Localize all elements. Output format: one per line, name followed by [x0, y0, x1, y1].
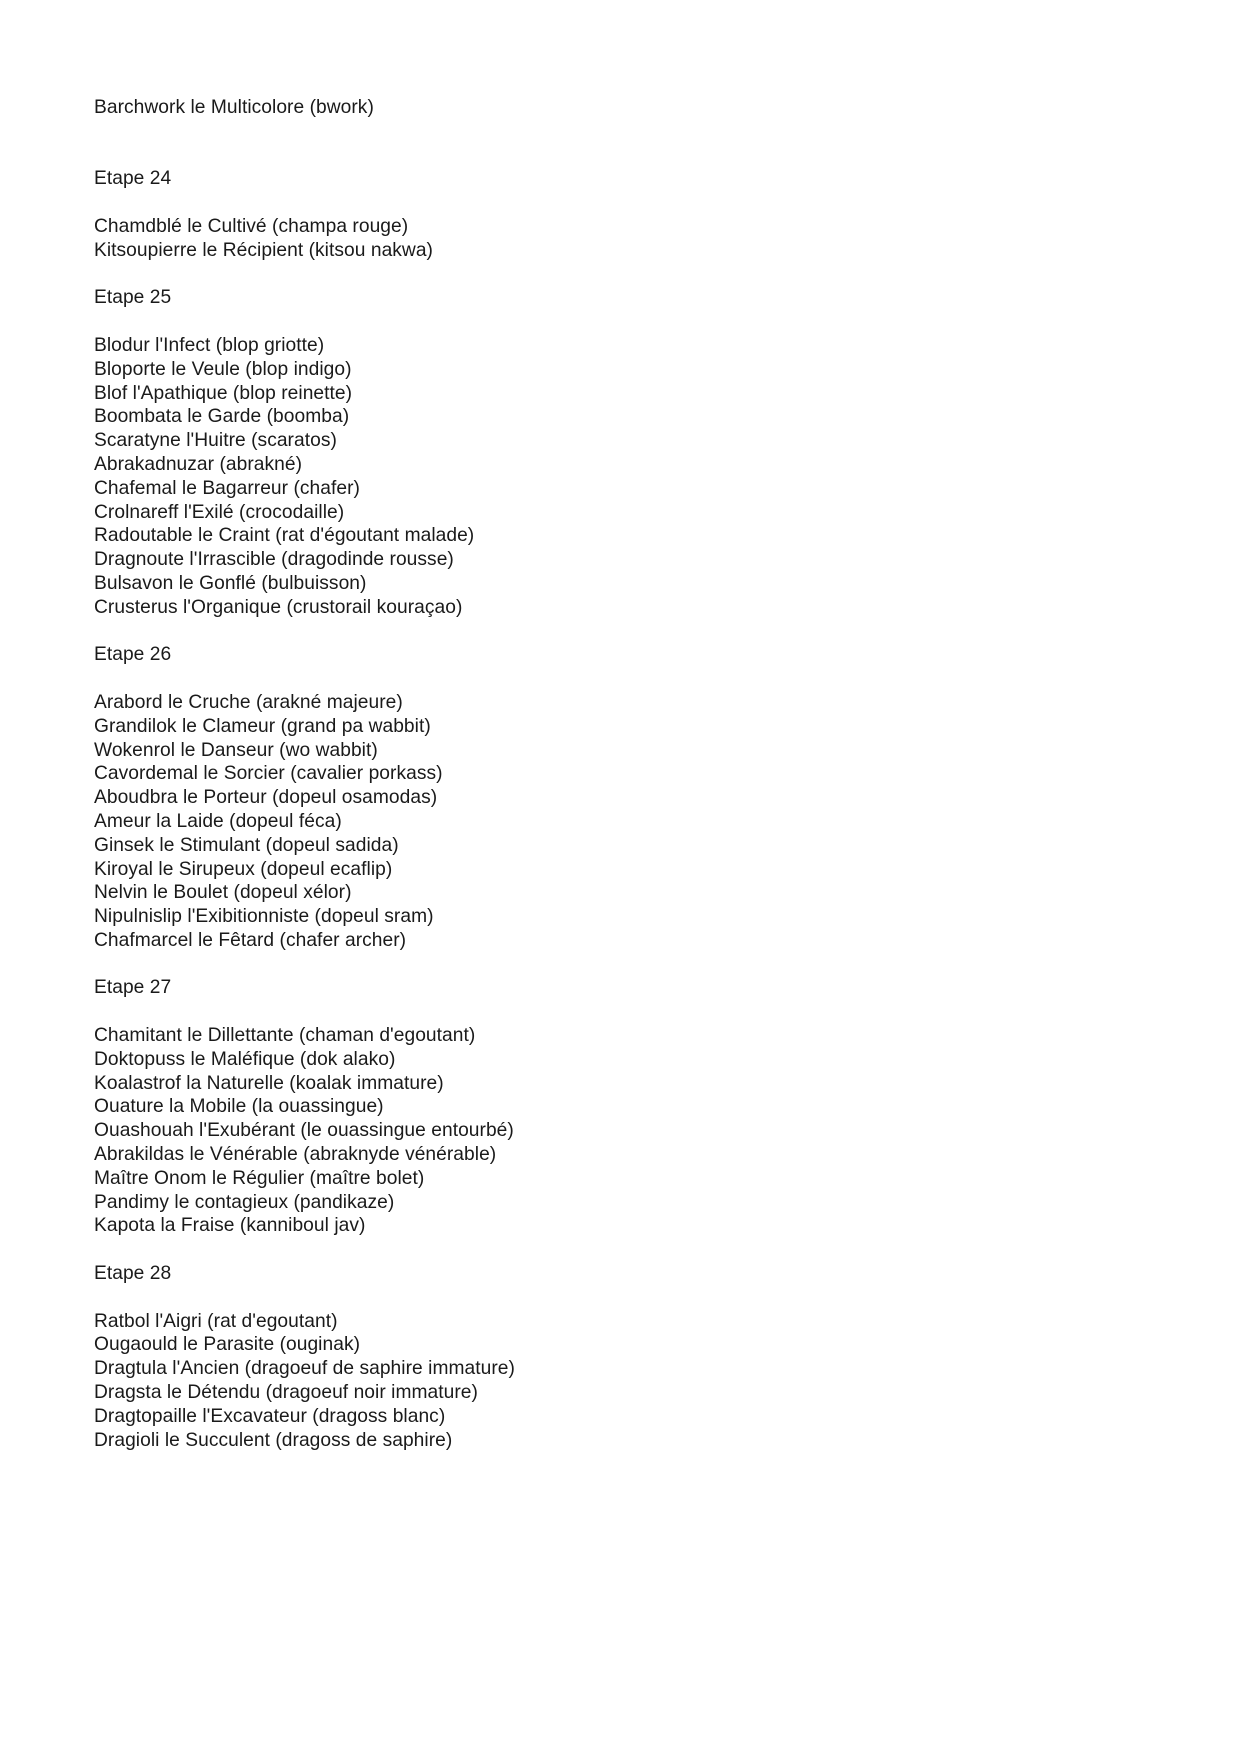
- list-item: Radoutable le Craint (rat d'égoutant malade): [94, 525, 475, 547]
- section-heading: Etape 28: [94, 1263, 172, 1285]
- list-item: Dragsta le Détendu (dragoeuf noir immature): [94, 1382, 478, 1404]
- list-item: Crusterus l'Organique (crustorail kouraçao): [94, 596, 463, 618]
- section-heading: Etape 26: [94, 644, 172, 666]
- document-title-line: Barchwork le Multicolore (bwork): [94, 97, 374, 118]
- list-item: Cavordemal le Sorcier (cavalier porkass): [94, 763, 443, 785]
- list-item: Ameur la Laide (dopeul féca): [94, 810, 342, 832]
- section-heading: Etape 27: [94, 977, 172, 999]
- list-item: Aboudbra le Porteur (dopeul osamodas): [94, 787, 438, 809]
- spacer: [94, 953, 1094, 977]
- spacer: [94, 620, 1094, 644]
- list-item: Chafmarcel le Fêtard (chafer archer): [94, 929, 407, 951]
- list-item: Ratbol l'Aigri (rat d'egoutant): [94, 1310, 338, 1332]
- list-item: Blodur l'Infect (blop griotte): [94, 334, 325, 356]
- spacer: [94, 263, 1094, 287]
- spacer: [94, 1286, 1094, 1310]
- spacer: [94, 1238, 1094, 1262]
- section-heading: Etape 24: [94, 168, 172, 190]
- list-item: Kiroyal le Sirupeux (dopeul ecaflip): [94, 858, 393, 880]
- list-item: Crolnareff l'Exilé (crocodaille): [94, 501, 345, 523]
- list-item: Abrakadnuzar (abrakné): [94, 453, 303, 475]
- list-item: Dragtula l'Ancien (dragoeuf de saphire immature): [94, 1358, 515, 1380]
- list-item: Ouature la Mobile (la ouassingue): [94, 1096, 384, 1118]
- list-item: Grandilok le Clameur (grand pa wabbit): [94, 715, 431, 737]
- list-item: Scaratyne l'Huitre (scaratos): [94, 430, 337, 452]
- spacer: [94, 120, 1094, 168]
- section-heading: Etape 25: [94, 287, 172, 309]
- list-item: Chamdblé le Cultivé (champa rouge): [94, 215, 409, 237]
- list-item: Doktopuss le Maléfique (dok alako): [94, 1048, 396, 1070]
- list-item: Nelvin le Boulet (dopeul xélor): [94, 882, 352, 904]
- spacer: [94, 1000, 1094, 1024]
- list-item: Ouashouah l'Exubérant (le ouassingue entourbé): [94, 1120, 514, 1142]
- list-item: Chamitant le Dillettante (chaman d'egoutant): [94, 1025, 476, 1047]
- list-item: Boombata le Garde (boomba): [94, 406, 350, 428]
- spacer: [94, 667, 1094, 691]
- list-item: Arabord le Cruche (arakné majeure): [94, 691, 403, 713]
- list-item: Chafemal le Bagarreur (chafer): [94, 477, 360, 499]
- list-item: Bloporte le Veule (blop indigo): [94, 358, 352, 380]
- list-item: Kapota la Fraise (kanniboul jav): [94, 1215, 366, 1237]
- list-item: Wokenrol le Danseur (wo wabbit): [94, 739, 378, 761]
- list-item: Dragioli le Succulent (dragoss de saphire): [94, 1429, 453, 1451]
- list-item: Kitsoupierre le Récipient (kitsou nakwa): [94, 239, 433, 261]
- list-item: Abrakildas le Vénérable (abraknyde vénérable): [94, 1144, 497, 1166]
- list-item: Dragnoute l'Irrascible (dragodinde rousse): [94, 549, 454, 571]
- list-item: Pandimy le contagieux (pandikaze): [94, 1191, 395, 1213]
- list-item: Bulsavon le Gonflé (bulbuisson): [94, 572, 367, 594]
- list-item: Nipulnislip l'Exibitionniste (dopeul sram): [94, 906, 434, 928]
- list-item: Dragtopaille l'Excavateur (dragoss blanc): [94, 1405, 446, 1427]
- list-item: Ougaould le Parasite (ouginak): [94, 1334, 361, 1356]
- spacer: [94, 191, 1094, 215]
- list-item: Maître Onom le Régulier (maître bolet): [94, 1167, 425, 1189]
- list-item: Blof l'Apathique (blop reinette): [94, 382, 353, 404]
- document-body: [94, 96, 1094, 1452]
- spacer: [94, 310, 1094, 334]
- list-item: Koalastrof la Naturelle (koalak immature): [94, 1072, 444, 1094]
- list-item: Ginsek le Stimulant (dopeul sadida): [94, 834, 399, 856]
